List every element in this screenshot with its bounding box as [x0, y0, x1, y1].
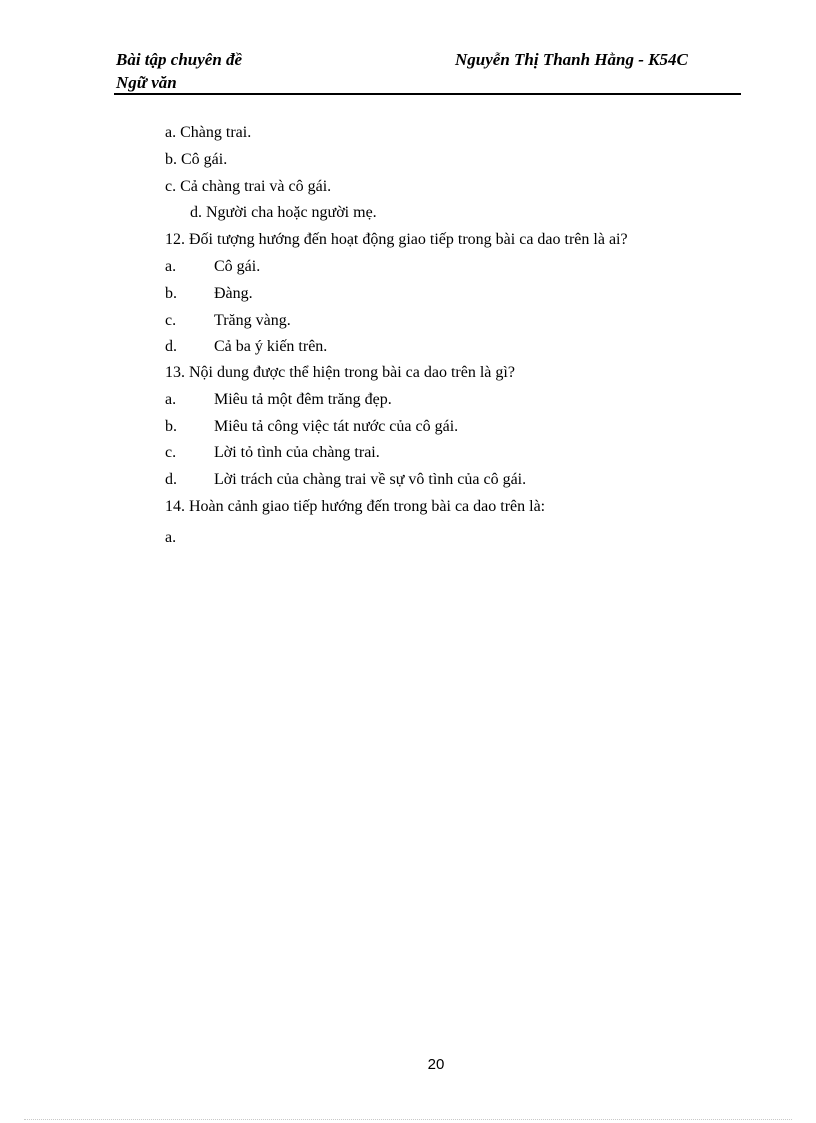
- q11-option-d: d. Người cha hoặc người mẹ.: [190, 204, 377, 221]
- option-letter: a.: [165, 258, 177, 275]
- q13-option-b: [165, 417, 458, 437]
- option-text: Lời tỏ tình của chàng trai.: [214, 444, 380, 461]
- q12-question: 12. Đối tượng hướng đến hoạt động giao tiếp trong bài ca dao trên là ai?: [165, 231, 628, 248]
- option-letter: b.: [165, 418, 177, 435]
- option-text: Cô gái.: [214, 258, 261, 275]
- option-letter: d.: [165, 471, 177, 488]
- option-text: Cả ba ý kiến trên.: [214, 338, 328, 355]
- q13-question: 13. Nội dung được thể hiện trong bài ca dao trên là gì?: [165, 364, 515, 381]
- q13-option-a: [165, 390, 392, 410]
- q11-option-c: c. Cả chàng trai và cô gái.: [165, 178, 332, 195]
- page-number: 20: [427, 1056, 445, 1073]
- q14-question: 14. Hoàn cảnh giao tiếp hướng đến trong bài ca dao trên là:: [165, 498, 546, 515]
- header-divider: [114, 93, 741, 95]
- q11-option-b: b. Cô gái.: [165, 151, 228, 168]
- header-subject-line1: Bài tập chuyên đề: [116, 50, 243, 69]
- option-text: Trăng vàng.: [214, 312, 291, 329]
- option-text: Miêu tả một đêm trăng đẹp.: [214, 391, 392, 408]
- q14-option-a: [165, 528, 214, 548]
- option-text: Miêu tả công việc tát nước của cô gái.: [214, 418, 459, 435]
- option-letter: a.: [165, 391, 177, 408]
- page-bottom-border: [24, 1119, 792, 1120]
- q12-option-c: [165, 311, 291, 331]
- option-letter: d.: [165, 338, 177, 355]
- q12-option-a: [165, 257, 260, 277]
- q12-option-b: [165, 284, 253, 304]
- q11-option-a: a. Chàng trai.: [165, 124, 252, 141]
- option-letter: c.: [165, 444, 177, 461]
- header-subject: [116, 48, 242, 94]
- option-letter: b.: [165, 285, 177, 302]
- q12-option-d: [165, 337, 327, 357]
- option-letter: c.: [165, 312, 177, 329]
- option-text: Đàng.: [214, 285, 253, 302]
- header-subject-line2: Ngữ văn: [116, 73, 177, 92]
- q13-option-d: [165, 470, 526, 490]
- header-author: Nguyễn Thị Thanh Hằng - K54C: [455, 50, 688, 69]
- option-letter: a.: [165, 529, 177, 546]
- option-text: Lời trách của chàng trai về sự vô tình của cô gái.: [214, 471, 527, 488]
- q13-option-c: [165, 443, 380, 463]
